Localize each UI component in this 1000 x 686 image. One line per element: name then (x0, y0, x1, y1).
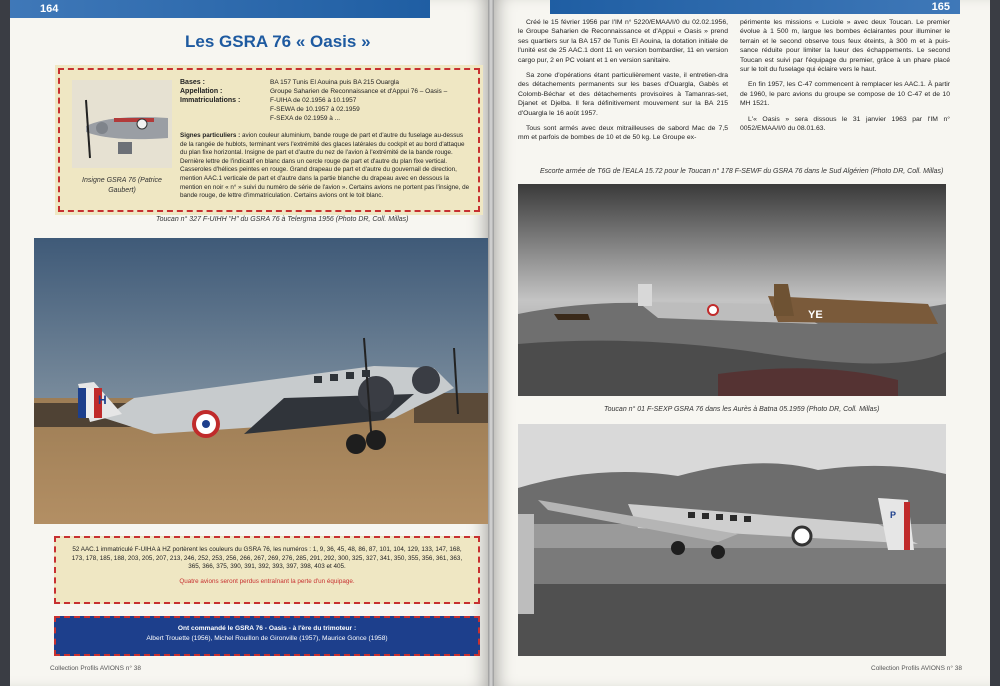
photo-escort-t6 (518, 184, 946, 396)
signes-text: avion couleur aluminium, bande rouge de part et d'autre du fuselage au-dessus de la rangée de hublots, terminant vers l'extrémité des glaces latérales du cockpit et au bord d'attaque du plan fixe horizontal. Insigne de part et d'autre du nez de l'avion à l'extrémité de la bande rouge. Dernière lettre de l'indicatif en blanc dans un cercle rouge de part et d'autre du plan fixe vertical. Casseroles d'hélices peintes en rouge. Grand drapeau de part et d'autre du gouvernail de direction, mention AAC.1 verticale de part et d'autre dans la partie blanche du drapeau avec en dessous la mention en noir « n° » suivi du numéro de série de l'avion ». Certains avions ne portent pas l'insigne, de bande rouge, de lettre d'immatriculation. Certains avions ont le toit blanc. (180, 132, 470, 200)
label-immatriculations: Immatriculations : (180, 97, 241, 104)
commanders-names: Albert Trouette (1956), Michel Rouillon de Gironville (1957), Maurice Gonce (1958) (146, 635, 388, 642)
page-header-band-right (550, 0, 960, 14)
page-number-right: 165 (931, 1, 950, 13)
label-appellation: Appellation : (180, 88, 223, 95)
photo-toucan-batna (518, 424, 946, 656)
value-immat-1: F-UIHA de 02.1956 à 10.1957 (270, 97, 357, 104)
col2-para-3: L'« Oasis » sera dissous le 31 janvier 1963 par l'IM n° 0052/EMAA/I/0 du 08.01.63. (740, 115, 950, 133)
note-box-numbers (54, 536, 480, 604)
right-page (494, 0, 990, 686)
aircraft-code-ye: YE (808, 309, 823, 321)
insignia-info-box (58, 68, 480, 212)
photo-caption-top: Escorte armée de T6G de l'EALA 15.72 pour le Toucan n° 178 F-SEWF du GSRA 76 dans le Sud Algérien (Photo DR, Coll. Millas) (540, 168, 944, 175)
info-values (270, 78, 447, 123)
photo-toucan-telergma (34, 238, 488, 524)
insignia-caption: Insigne GSRA 76 (Patrice Gaubert) (82, 177, 162, 194)
footer-right: Collection Profils AVIONS n° 38 (871, 665, 962, 672)
photo-caption-mid: Toucan n° 01 F-SEXP GSRA 76 dans les Aurès à Batna 05.1959 (Photo DR, Coll. Millas) (604, 406, 880, 413)
tail-letter-p: P (890, 510, 897, 520)
photo-caption-left: Toucan n° 327 F-UIHH "H" du GSRA 76 à Telergma 1956 (Photo DR, Coll. Millas) (156, 216, 409, 223)
tail-letter-h: H (98, 393, 107, 407)
signes-particuliers (180, 132, 470, 201)
col1-para-2: Sa zone d'opérations étant particulièrement vaste, il entretien-dra des détachements permanents sur les bases d'Ouargla, Gabès et Colomb-Béchar et des détachements provisoires à Tamanras-set, Djanet et Djelba. Il fera définitivement mouvement sur la BA 215 d'Ouargla le 16 août 1957. (518, 72, 728, 117)
commanders-box (54, 616, 480, 656)
value-immat-2: F-SEWA de 10.1957 à 02.1959 (270, 106, 360, 113)
commanders-heading: Ont commandé le GSRA 76 - Oasis - à l'ère du trimoteur : (177, 625, 357, 632)
col2-para-2: En fin 1957, les C-47 commencent à remplacer les AAC.1. À partir de 1960, le parc avions du groupe se compose de 10 C-47 et de 10 MH 1521. (740, 81, 950, 108)
note-numbers-text: 52 AAC.1 immatriculé F-UIHA à HZ portèrent les couleurs du GSRA 76, les numéros : 1, 9, 36, 45, 48, 86, 87, 101, 104, 129, 133, 147, 168, 173, 178, 185, 188, 203, 205, 207, 213, 246, 252, 253, 256, 266, 267, 269, 276, 285, 291, 292, 300, 325, 327, 341, 350, 355, 356, 361, 363, 365, 366, 375, 390, 391, 392, 393, 397, 398, 403 et 405. (71, 546, 463, 571)
col1-para-1: Créé le 15 février 1956 par l'IM n° 5220/EMAA/I/0 du 02.02.1956, le Groupe Saharien de Reconnaissance et d'Appui « Oasis » prend ses quartiers sur la BA 157 de Tunis El Aouina, la dotation initiale de l'unité est de 25 AAC.1 dont 11 en version bombardier, 11 en version cargo pur, 2 en PC volant et 1 en version sanitaire. (518, 19, 728, 64)
value-appellation: Groupe Saharien de Reconnaissance et d'Appui 76 – Oasis – (270, 88, 448, 95)
text-column-2 (740, 18, 950, 139)
info-labels (180, 78, 240, 105)
book-spread (10, 0, 990, 686)
label-bases: Bases : (180, 79, 205, 86)
value-immat-3: F-SEXA de 02.1959 à ... (270, 115, 341, 122)
note-losses: Quatre avions seront perdus entraînant la perte d'un équipage. (179, 577, 355, 585)
page-header-band (10, 0, 430, 18)
text-column-1 (518, 18, 728, 149)
col1-para-3: Tous sont armés avec deux mitrailleuses de sabord Mac de 7,5 mm et parfois de bombes de 10 et de 50 kg. Le Groupe ex- (518, 125, 728, 142)
col2-para-1: périmente les missions « Luciole » avec deux Toucan. Le premier évolue à 1 500 m, largue les bombes éclairantes pour illuminer le terrain et le second observe tous feux éteints, à 300 m et à puis-sance réduite pour limiter la lueur des échappements. Le second Toucan est suivi par l'équipage du premier, grâce à un phare placé sur le toit du fuselage qui éclaire vers le haut. (740, 19, 950, 74)
value-bases: BA 157 Tunis El Aouina puis BA 215 Ouargla (270, 79, 400, 86)
left-page (10, 0, 488, 686)
page-number: 164 (40, 3, 59, 15)
footer-left: Collection Profils AVIONS n° 38 (50, 665, 141, 672)
signes-label: Signes particuliers : (180, 132, 241, 139)
page-title: Les GSRA 76 « Oasis » (185, 32, 371, 51)
insignia-image (72, 80, 172, 168)
